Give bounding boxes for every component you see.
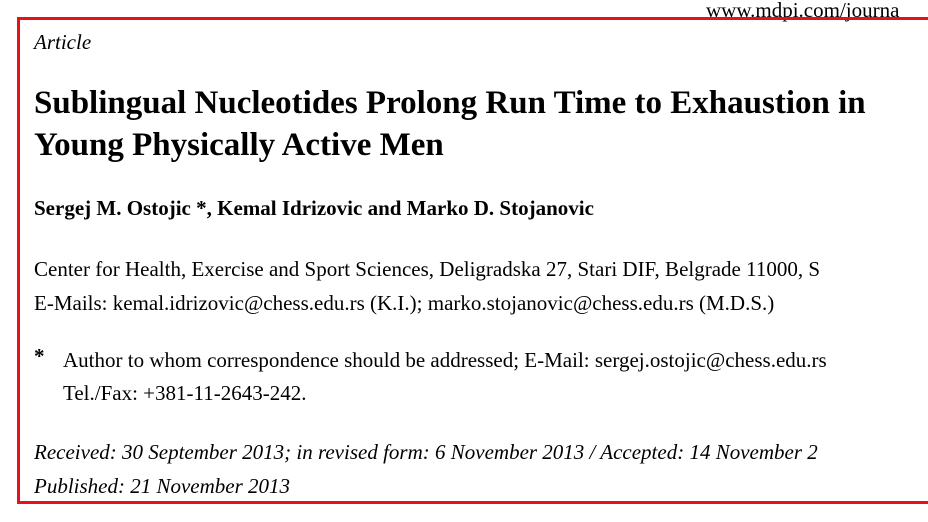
title-line-1: Sublingual Nucleotides Prolong Run Time to Exhaustion in bbox=[34, 85, 866, 121]
correspondence-marker: * bbox=[34, 344, 45, 368]
author-list: Sergej M. Ostojic *, Kemal Idrizovic and Marko D. Stojanovic bbox=[34, 196, 594, 220]
correspondence-line-2: Tel./Fax: +381-11-2643-242. bbox=[63, 381, 307, 405]
title-line-2: Young Physically Active Men bbox=[34, 127, 444, 163]
article-type-label: Article bbox=[34, 30, 92, 54]
article-title bbox=[34, 82, 866, 166]
correspondence-note bbox=[63, 344, 827, 410]
email-line: E-Mails: kemal.idrizovic@chess.edu.rs (K.I.); marko.stojanovic@chess.edu.rs (M.D.S.) bbox=[34, 291, 775, 315]
journal-url: www.mdpi.com/journa bbox=[706, 0, 900, 22]
affiliation-line-1: Center for Health, Exercise and Sport Sciences, Deligradska 27, Stari DIF, Belgrade 11000, S bbox=[34, 257, 821, 281]
affiliation bbox=[34, 252, 820, 320]
dates-line-2: Published: 21 November 2013 bbox=[34, 474, 291, 498]
publication-dates bbox=[34, 435, 818, 503]
correspondence-line-1: Author to whom correspondence should be addressed; E-Mail: sergej.ostojic@chess.edu.rs bbox=[63, 348, 827, 372]
dates-line-1: Received: 30 September 2013; in revised form: 6 November 2013 / Accepted: 14 November 2 bbox=[34, 440, 818, 464]
